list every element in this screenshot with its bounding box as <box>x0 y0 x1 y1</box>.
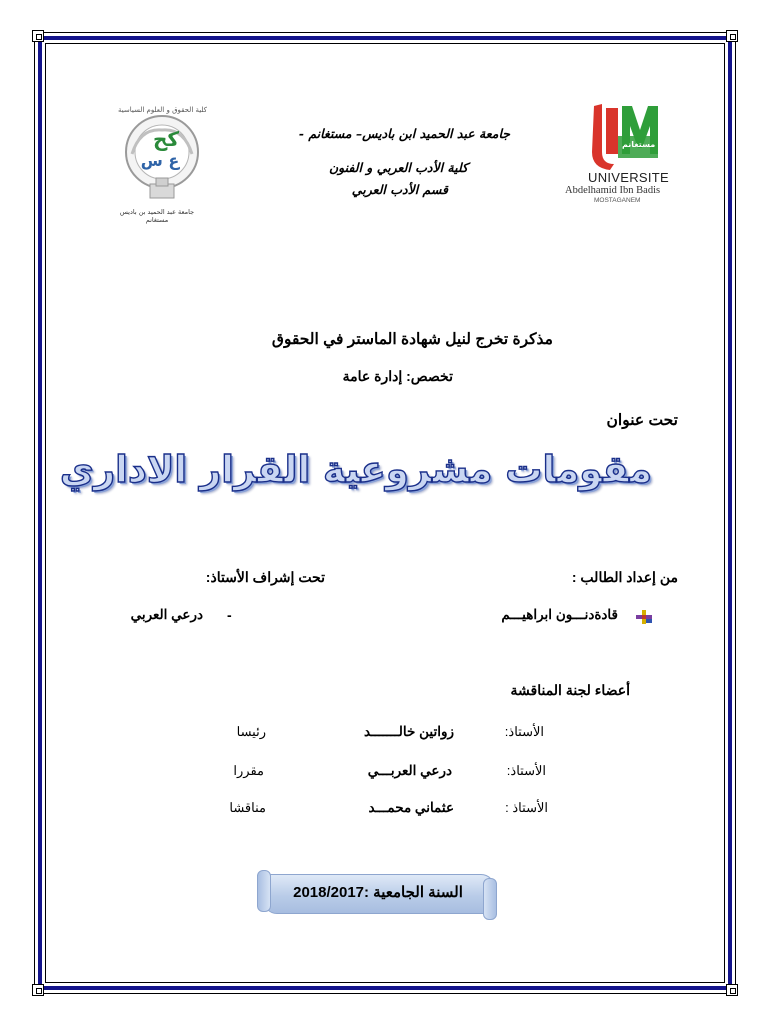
committee-member-role: مناقشا <box>229 800 266 815</box>
student-label: من إعداد الطالب : <box>571 569 678 585</box>
bullet-icon <box>636 609 652 623</box>
supervisor-name: درعي العربي <box>130 607 203 622</box>
corner-ornament-bottom-right <box>726 984 738 996</box>
supervisor-dash: - <box>227 607 232 623</box>
corner-ornament-top-left <box>32 30 44 42</box>
svg-text:ع س: ع س <box>140 151 180 170</box>
committee-member-prefix: الأستاذ : <box>505 800 548 815</box>
faculty-logo-bottom-text: جامعة عبد الحميد بن باديس مستغانم <box>119 208 195 224</box>
header-faculty: كلية الأدب العربي و الفنون <box>328 160 468 175</box>
university-name: UNIVERSITE <box>588 170 670 185</box>
thesis-under-title: تحت عنوان <box>606 412 678 429</box>
supervisor-label: تحت إشراف الأستاذ: <box>205 569 325 585</box>
committee-member-prefix: الأستاذ: <box>506 763 546 778</box>
header-department: قسم الأدب العربي <box>351 182 448 197</box>
corner-ornament-top-right <box>726 30 738 42</box>
committee-member-prefix: الأستاذ: <box>504 724 544 739</box>
faculty-logo-ring-text: كلية الحقوق و العلوم السياسية <box>118 106 208 114</box>
thesis-title: مقومات مشروعية القرار الاداري <box>59 448 652 491</box>
committee-member-name: درعي العربـــي <box>367 763 452 778</box>
academic-year: السنة الجامعية :2018/2017 <box>293 884 463 901</box>
svg-text:كح: كح <box>152 127 180 151</box>
thesis-specialty: تخصص: إدارة عامة <box>342 368 453 384</box>
university-logo <box>584 96 672 176</box>
student-name: قادةدنـــون ابراهيـــم <box>501 607 618 622</box>
committee-member-name: زواتين خالـــــــد <box>364 724 454 739</box>
committee-member-role: مقررا <box>233 763 264 778</box>
thesis-purpose: مذكرة تخرج لنيل شهادة الماستر في الحقوق <box>271 331 553 348</box>
header-university: جامعة عبد الحميد ابن باديس– مستغانم - <box>298 126 510 141</box>
university-name-line2: Abdelhamid Ibn Badis <box>565 185 661 196</box>
academic-year-banner <box>257 868 497 920</box>
corner-ornament-bottom-left <box>32 984 44 996</box>
committee-member-role: رئيسا <box>236 724 266 739</box>
committee-member-name: عثماني محمـــد <box>368 800 454 815</box>
university-name-line3: MOSTAGANEM <box>594 197 641 204</box>
committee-heading: أعضاء لجنة المناقشة <box>510 682 630 698</box>
university-logo-mark-sub: جامعة مستغانم <box>622 140 682 149</box>
